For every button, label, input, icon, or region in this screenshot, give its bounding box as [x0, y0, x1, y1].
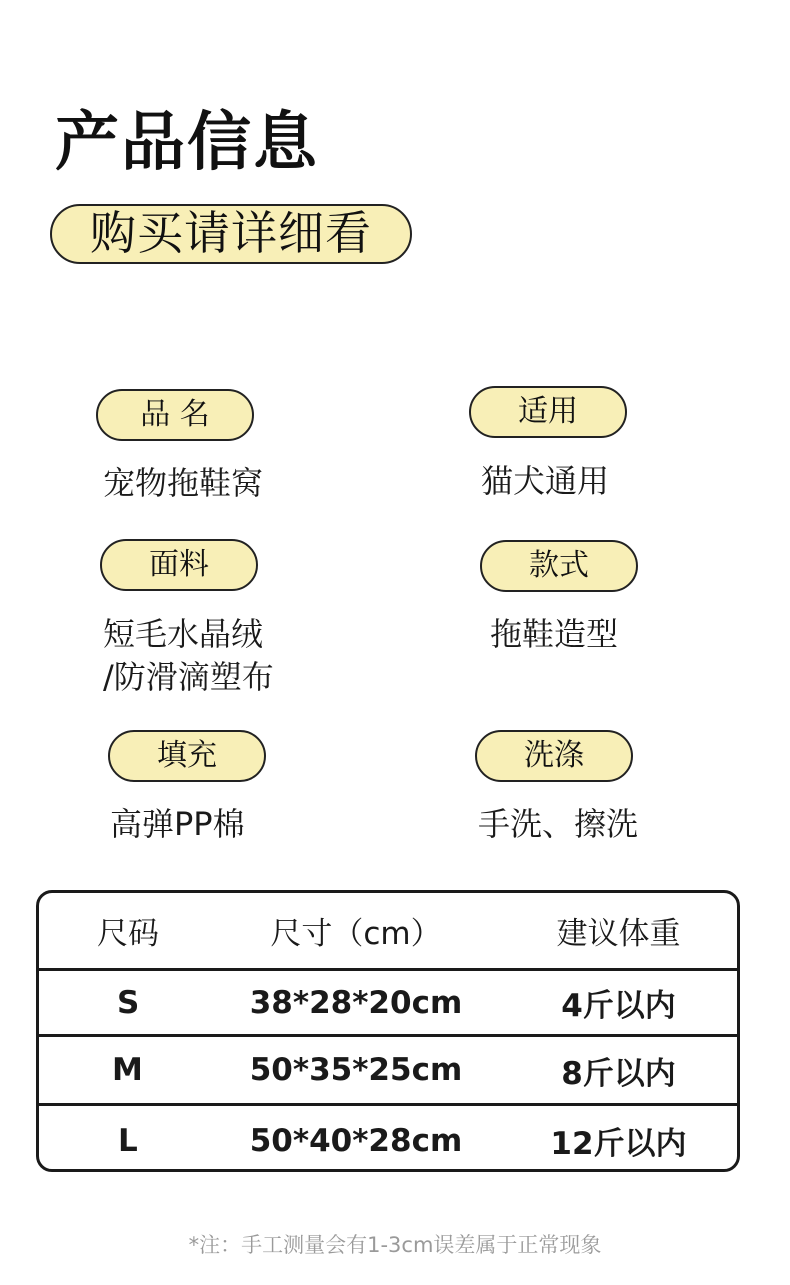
spec-label-washing: 洗涤	[475, 730, 633, 782]
spec-value-washing: 手洗、擦洗	[478, 805, 639, 843]
table-row	[39, 968, 737, 1034]
table-header-dimensions: 尺寸（cm）	[270, 916, 442, 952]
table-cell-dimensions: 38*28*20cm	[249, 984, 463, 1021]
table-header-row	[39, 893, 737, 968]
table-cell-size: L	[118, 1122, 138, 1159]
table-cell-weight: 4斤以内	[561, 988, 676, 1024]
table-cell-weight: 12斤以内	[550, 1126, 687, 1162]
table-cell-size: S	[117, 984, 140, 1021]
spec-value-applicable: 猫犬通用	[481, 462, 610, 500]
measurement-footnote: *注：手工测量会有1-3cm误差属于正常现象	[188, 1233, 602, 1257]
table-header-weight: 建议体重	[556, 916, 681, 952]
spec-label-name: 品 名	[96, 389, 254, 441]
table-cell-weight: 8斤以内	[561, 1055, 676, 1092]
spec-label-style: 款式	[480, 540, 638, 592]
spec-value-name: 宠物拖鞋窝	[103, 464, 264, 502]
spec-label-filling: 填充	[108, 730, 266, 782]
table-row	[39, 1103, 737, 1172]
spec-value-filling: 高弹PP棉	[110, 805, 245, 843]
spec-value-fabric-line2: /防滑滴塑布	[103, 658, 274, 696]
spec-value-fabric-line1: 短毛水晶绒	[103, 615, 264, 653]
size-table	[36, 890, 740, 1172]
spec-value-style: 拖鞋造型	[490, 615, 619, 653]
subtitle-badge: 购买请详细看	[50, 204, 412, 264]
page-title: 产品信息	[55, 106, 319, 180]
table-cell-size: M	[112, 1052, 143, 1088]
table-cell-dimensions: 50*35*25cm	[249, 1052, 463, 1088]
spec-label-applicable: 适用	[469, 386, 627, 438]
table-cell-dimensions: 50*40*28cm	[249, 1122, 463, 1159]
table-row	[39, 1034, 737, 1103]
spec-label-fabric: 面料	[100, 539, 258, 591]
table-header-size: 尺码	[97, 916, 159, 952]
